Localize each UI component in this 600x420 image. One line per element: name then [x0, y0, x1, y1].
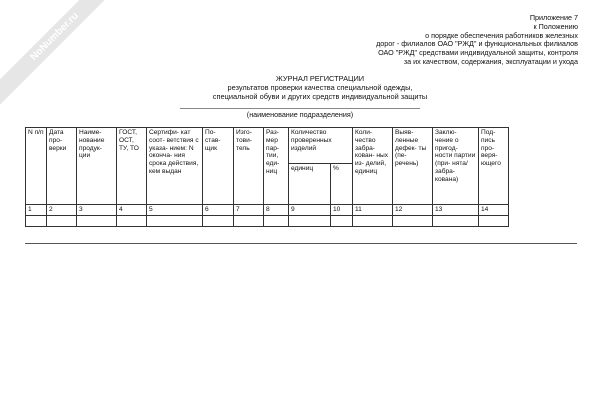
appendix-line: ОАО "РЖД" средствами индивидуальной защиты, контроля: [378, 48, 578, 58]
number-cell: 11: [353, 205, 393, 216]
number-cell: 2: [47, 205, 77, 216]
appendix-line: за их качеством, содержания, эксплуатации и ухода: [403, 56, 578, 66]
appendix-line: к Положению: [533, 21, 578, 31]
number-cell: 8: [264, 205, 289, 216]
header-cell: Изго- тови- тель: [234, 128, 264, 205]
watermark: NoNumber.ru: [0, 0, 129, 111]
number-cell: 1: [26, 205, 47, 216]
header-cell: По- став- щик: [203, 128, 234, 205]
empty-cell: [264, 216, 289, 227]
number-cell: 7: [234, 205, 264, 216]
header-cell: Коли- чество забра- кован- ных из- делий, единиц: [353, 128, 393, 205]
header-cell: ГОСТ, ОСТ, ТУ, ТО: [117, 128, 147, 205]
number-cell: 4: [117, 205, 147, 216]
title-line: ЖУРНАЛ РЕГИСТРАЦИИ: [275, 74, 365, 83]
empty-cell: [289, 216, 331, 227]
number-cell: 10: [331, 205, 353, 216]
header-cell: Заклю- чение о пригод- ности партии (при- нята/ забра- кована): [433, 128, 479, 205]
empty-cell: [47, 216, 77, 227]
header-cell: Сертифи- кат соот- ветствия с указа- нием: N оконча- ния срока действия, кем выдан: [147, 128, 203, 205]
journal-title: [170, 74, 470, 101]
empty-cell: [393, 216, 433, 227]
subtitle-line: специальной обуви и других средств индивидуальной защиты: [212, 92, 428, 101]
appendix-line: дорог - филиалов ОАО "РЖД" и функциональных филиалов: [376, 39, 578, 49]
empty-cell: [353, 216, 393, 227]
empty-cell: [117, 216, 147, 227]
subtitle-line: результатов проверки качества специальной одежды,: [227, 83, 413, 92]
empty-cell: [26, 216, 47, 227]
number-cell: 6: [203, 205, 234, 216]
appendix-line: о порядке обеспечения работников железных: [425, 30, 578, 40]
number-cell: 13: [433, 205, 479, 216]
header-cell: Раз- мер пар- тии, еди- ниц: [264, 128, 289, 205]
empty-cell: [234, 216, 264, 227]
header-cell: Дата про- верки: [47, 128, 77, 205]
empty-cell: [331, 216, 353, 227]
empty-cell: [77, 216, 117, 227]
number-row: [26, 205, 509, 216]
empty-cell: [433, 216, 479, 227]
empty-cell: [479, 216, 509, 227]
empty-cell: [147, 216, 203, 227]
appendix-note: [376, 14, 578, 67]
separator-line: [25, 243, 577, 244]
number-cell: 5: [147, 205, 203, 216]
header-cell: Выяв- ленные дефек- ты (пе- речень): [393, 128, 433, 205]
header-cell: Количество проверенных изделий: [289, 128, 353, 164]
number-cell: 3: [77, 205, 117, 216]
appendix-line: Приложение 7: [529, 13, 578, 22]
header-cell: Под- пись про- веря- ющего: [479, 128, 509, 205]
number-cell: 9: [289, 205, 331, 216]
subheader-cell: %: [331, 164, 353, 205]
empty-row: [26, 216, 509, 227]
number-cell: 12: [393, 205, 433, 216]
header-cell: Наиме- нование продук- ции: [77, 128, 117, 205]
header-cell: N п/п: [26, 128, 47, 205]
subdivision-line: [180, 108, 420, 109]
subdivision-caption: (наименование подразделения): [246, 110, 354, 119]
empty-cell: [203, 216, 234, 227]
register-table: [25, 127, 509, 227]
number-cell: 14: [479, 205, 509, 216]
subheader-cell: единиц: [289, 164, 331, 205]
